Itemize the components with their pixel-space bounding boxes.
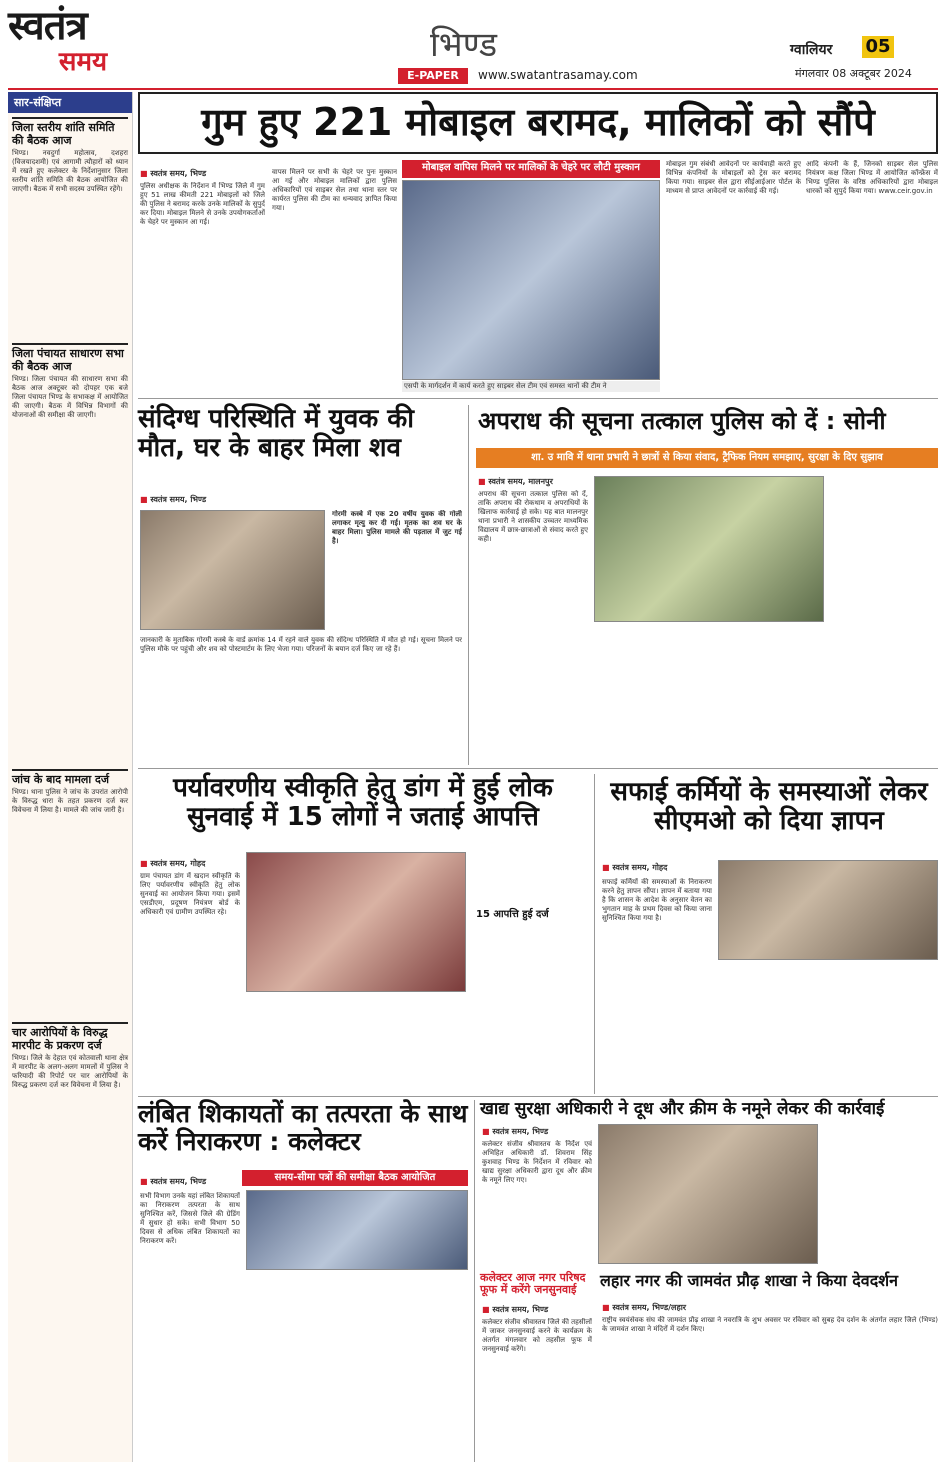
story7-byline: ■ स्वतंत्र समय, भिण्ड: [482, 1126, 548, 1137]
lead-photo[interactable]: [402, 180, 660, 380]
story9-headline[interactable]: लहार नगर की जामवंत प्रौढ़ शाखा ने किया देवदर्शन: [600, 1271, 898, 1290]
sidebar-tag: सार-संक्षिप्त: [8, 92, 132, 113]
story5-headline[interactable]: सफाई कर्मियों के समस्याओं लेकर सीएमओ को दिया ज्ञापन: [610, 777, 928, 836]
column-divider: [468, 405, 469, 765]
story5-body: सफाई कर्मियों की समस्याओं के निराकरण करने हेतु ज्ञापन सौंपा। ज्ञापन में बताया गया है कि शासन के आदेश के अनुसार वेतन का भुगतान माह के प्रथम दिवस को किया जाना सुनिश्चित किया गया है।: [602, 878, 712, 922]
story2-body: जानकारी के मुताबिक गोरमी कस्बे के वार्ड क्रमांक 14 में रहने वाले युवक की संदिग्ध परिस्थिति में मौत हो गई। सूचना मिलने पर पुलिस मौके पर पहुंची और शव को पोस्टमार्टम के लिए भेजा गया। परिजनों के बयान दर्ज किए जा रहे हैं।: [140, 636, 462, 653]
brief-item: [8, 1022, 132, 1454]
story2-photo[interactable]: [140, 510, 325, 630]
lead-column-4: आदि कंपनी के हैं, जिनको साइबर सेल पुलिस नियंत्रण कक्ष जिला भिण्ड में आयोजित कॉन्फ्रेंस में भिण्ड पुलिस के वरिष्ठ अधिकारियों द्वारा मोबाइल धारकों को सुपुर्द किया गया। www.ceir.gov.in: [806, 160, 938, 195]
brief-item: [8, 769, 132, 1018]
story4-byline: ■ स्वतंत्र समय, गोहद: [140, 858, 205, 869]
logo-title: स्वतंत्र: [8, 2, 87, 49]
section-divider: [138, 398, 938, 399]
masthead-divider: [8, 88, 938, 90]
section-divider: [138, 768, 938, 769]
brief-item: [8, 343, 132, 765]
page-number: 05: [862, 36, 894, 58]
story6-strap: समय-सीमा पत्रों की समीक्षा बैठक आयोजित: [242, 1170, 468, 1186]
lead-column-3: मोबाइल गुम संबंधी आवेदनों पर कार्यवाही करते हुए विभिन्न कंपनियों के मोबाइलों को ट्रेस कर बरामद किया गया। साइबर सेल द्वारा सीईआईआर पोर्टल के माध्यम से प्राप्त आवेदनों पर कार्रवाई की गई।: [666, 160, 801, 195]
city-name: ग्वालियर: [790, 42, 833, 58]
story3-photo[interactable]: [594, 476, 824, 622]
issue-date: मंगलवार 08 अक्टूबर 2024: [795, 67, 912, 80]
brief-item: [8, 117, 132, 339]
logo-subtitle: समय: [58, 47, 108, 77]
story7-photo[interactable]: [598, 1124, 818, 1264]
story6-headline[interactable]: लंबित शिकायतों का तत्परता के साथ करें निराकरण : कलेक्टर: [138, 1099, 468, 1156]
brief-headline: चार आरोपियों के विरुद्ध मारपीट के प्रकरण दर्ज: [12, 1022, 128, 1052]
lead-column-1: पुलिस अधीक्षक के निर्देशन में भिण्ड जिले में गुम हुए 51 लाख कीमती 221 मोबाइलों को जिले की पुलिस ने बरामद करके उनके मालिकों के सुपुर्द कर दिया। मोबाइल मिलने से उनके उपयोगकर्ताओं के चेहरे पर मुस्कान आ गई।: [140, 182, 265, 226]
story5-photo[interactable]: [718, 860, 938, 960]
story6-photo[interactable]: [246, 1190, 468, 1270]
newspaper-logo: [8, 4, 158, 84]
story2-byline: ■ स्वतंत्र समय, भिण्ड: [140, 494, 206, 505]
story4-body: ग्राम पंचायत डांग में खदान स्वीकृति के लिए पर्यावरणीय स्वीकृति हेतु लोक सुनवाई का आयोजन किया गया। इसमें एसडीएम, प्रदूषण नियंत्रण बोर्ड के अधिकारी एवं ग्रामीण उपस्थित रहे।: [140, 872, 240, 916]
story4-photo[interactable]: [246, 852, 466, 992]
story6-body: सभी विभाग उनके यहां लंबित शिकायतों का निराकरण तत्परता के साथ सुनिश्चित करें, जिससे जिले की ग्रेडिंग में सुधार हो सके। सभी विभाग 50 दिवस से अधिक लंबित शिकायतों का निराकरण करें।: [140, 1192, 240, 1245]
brief-text: भिण्ड। नवदुर्गा महोत्सव, दशहरा (विजयादशमी) एवं आगामी त्यौहारों को ध्यान में रखते हुए कलेक्टर के निर्देशानुसार जिला स्तरीय शांति समिति की बैठक आयोजित की जाएगी। बैठक में सभी सदस्य उपस्थित रहेंगे।: [12, 149, 128, 193]
epaper-badge: E-PAPER: [398, 68, 468, 84]
story8-body: कलेक्टर संजीव श्रीवास्तव जिले की तहसीलों में जाकर जनसुनवाई करने के कार्यक्रम के अंतर्गत मंगलवार को तहसील फूफ में जनसुनवाई करेंगे।: [482, 1318, 592, 1353]
column-divider: [594, 774, 595, 1094]
lead-photo-caption: एसपी के मार्गदर्शन में कार्य करते हुए साइबर सेल टीम एवं समस्त थानों की टीम ने: [402, 381, 660, 392]
brief-text: भिण्ड। जिले के देहात एवं कोतवाली थाना क्षेत्र में मारपीट के अलग-अलग मामलों में पुलिस ने फरियादी की रिपोर्ट पर चार आरोपियों के विरुद्ध प्रकरण दर्ज कर विवेचना में लिया है।: [12, 1054, 128, 1089]
story3-strap: शा. उ मावि में थाना प्रभारी ने छात्रों से किया संवाद, ट्रैफिक नियम समझाए, सुरक्षा के दिए सुझाव: [476, 448, 938, 468]
website-url[interactable]: www.swatantrasamay.com: [478, 68, 638, 82]
brief-text: भिण्ड। जिला पंचायत की साधारण सभा की बैठक आज अक्टूबर को दोपहर एक बजे जिला पंचायत भिण्ड के सभाकक्ष में आयोजित की जाएगी। बैठक में विभिन्न विभागों की योजनाओं की समीक्षा की जाएगी।: [12, 375, 128, 419]
story2-lede: गोरमी कस्बे में एक 20 वर्षीय युवक की गोली लगाकर मृत्यु कर दी गई। मृतक का शव घर के बाहर मिला। पुलिस मामले की पड़ताल में जुट गई है।: [332, 510, 462, 545]
brief-text: भिण्ड। थाना पुलिस ने जांच के उपरांत आरोपी के विरुद्ध धारा के तहत प्रकरण दर्ज कर विवेचना में लिया है। मामले की जांच जारी है।: [12, 788, 128, 814]
brief-headline: जिला स्तरीय शांति समिति की बैठक आज: [12, 117, 128, 147]
lead-byline: ■ स्वतंत्र समय, भिण्ड: [140, 168, 206, 179]
lead-headline-box: [138, 92, 938, 154]
story9-body: राष्ट्रीय स्वयंसेवक संघ की जामवंत प्रौढ़ शाखा ने नवरात्रि के शुभ अवसर पर रविवार को सुबह देव दर्शन के अंतर्गत लहार जिले (भिण्ड) के जामवंत शाखा ने मंदिरों में दर्शन किए।: [602, 1316, 938, 1333]
section-divider: [138, 1096, 938, 1097]
story6-byline: ■ स्वतंत्र समय, भिण्ड: [140, 1176, 206, 1187]
brief-headline: जांच के बाद मामला दर्ज: [12, 769, 128, 786]
story8-byline: ■ स्वतंत्र समय, भिण्ड: [482, 1304, 548, 1315]
sidebar-briefs: [8, 92, 133, 1462]
story3-headline[interactable]: अपराध की सूचना तत्काल पुलिस को दें : सोनी: [478, 407, 886, 435]
edition-name: भिण्ड: [430, 25, 498, 65]
story5-byline: ■ स्वतंत्र समय, गोहद: [602, 862, 667, 873]
story9-byline: ■ स्वतंत्र समय, भिण्ड/लहार: [602, 1302, 686, 1313]
story4-headline[interactable]: पर्यावरणीय स्वीकृति हेतु डांग में हुई लोक सुनवाई में 15 लोगों ने जताई आपत्ति: [173, 773, 553, 832]
story2-headline[interactable]: संदिग्ध परिस्थिति में युवक की मौत, घर के बाहर मिला शव: [138, 404, 415, 463]
story8-headline[interactable]: कलेक्टर आज नगर परिषद फूफ में करेंगे जनसुनवाई: [480, 1271, 586, 1297]
brief-headline: जिला पंचायत साधारण सभा की बैठक आज: [12, 343, 128, 373]
story4-subhead: 15 आपत्ति हुई दर्ज: [476, 909, 549, 920]
lead-headline[interactable]: गुम हुए 221 मोबाइल बरामद, मालिकों को सौंपे: [201, 100, 875, 144]
story7-headline[interactable]: खाद्य सुरक्षा अधिकारी ने दूध और क्रीम के नमूने लेकर की कार्रवाई: [480, 1099, 885, 1119]
lead-column-2: वापस मिलने पर सभी के चेहरे पर पुनः मुस्कान आ गई और मोबाइल मालिकों द्वारा पुलिस अधिकारियों एवं साइबर सेल तथा थाना स्तर पर कार्यरत पुलिस की टीम का धन्यवाद ज्ञापित किया गया।: [272, 168, 397, 212]
column-divider: [474, 1100, 475, 1462]
story7-body: कलेक्टर संजीव श्रीवास्तव के निर्देश एवं अभिहित अधिकारी डॉ. शिवराम सिंह कुशवाह भिण्ड के निर्देशन में रविवार को खाद्य सुरक्षा अधिकारी द्वारा दूध और क्रीम के नमूने लिए गए।: [482, 1140, 592, 1184]
story3-body: अपराध की सूचना तत्काल पुलिस को दें, ताकि अपराध की रोकथाम व अपराधियों के खिलाफ कार्रवाई हो सके। यह बात मालनपुर थाना प्रभारी ने शासकीय उच्चतर माध्यमिक विद्यालय में छात्र-छात्राओं से संवाद करते हुए कही।: [478, 490, 588, 543]
story3-byline: ■ स्वतंत्र समय, मालनपुर: [478, 476, 553, 487]
lead-photo-caption-bar: मोबाइल वापिस मिलने पर मालिकों के चेहरे पर लौटी मुस्कान: [402, 160, 660, 178]
